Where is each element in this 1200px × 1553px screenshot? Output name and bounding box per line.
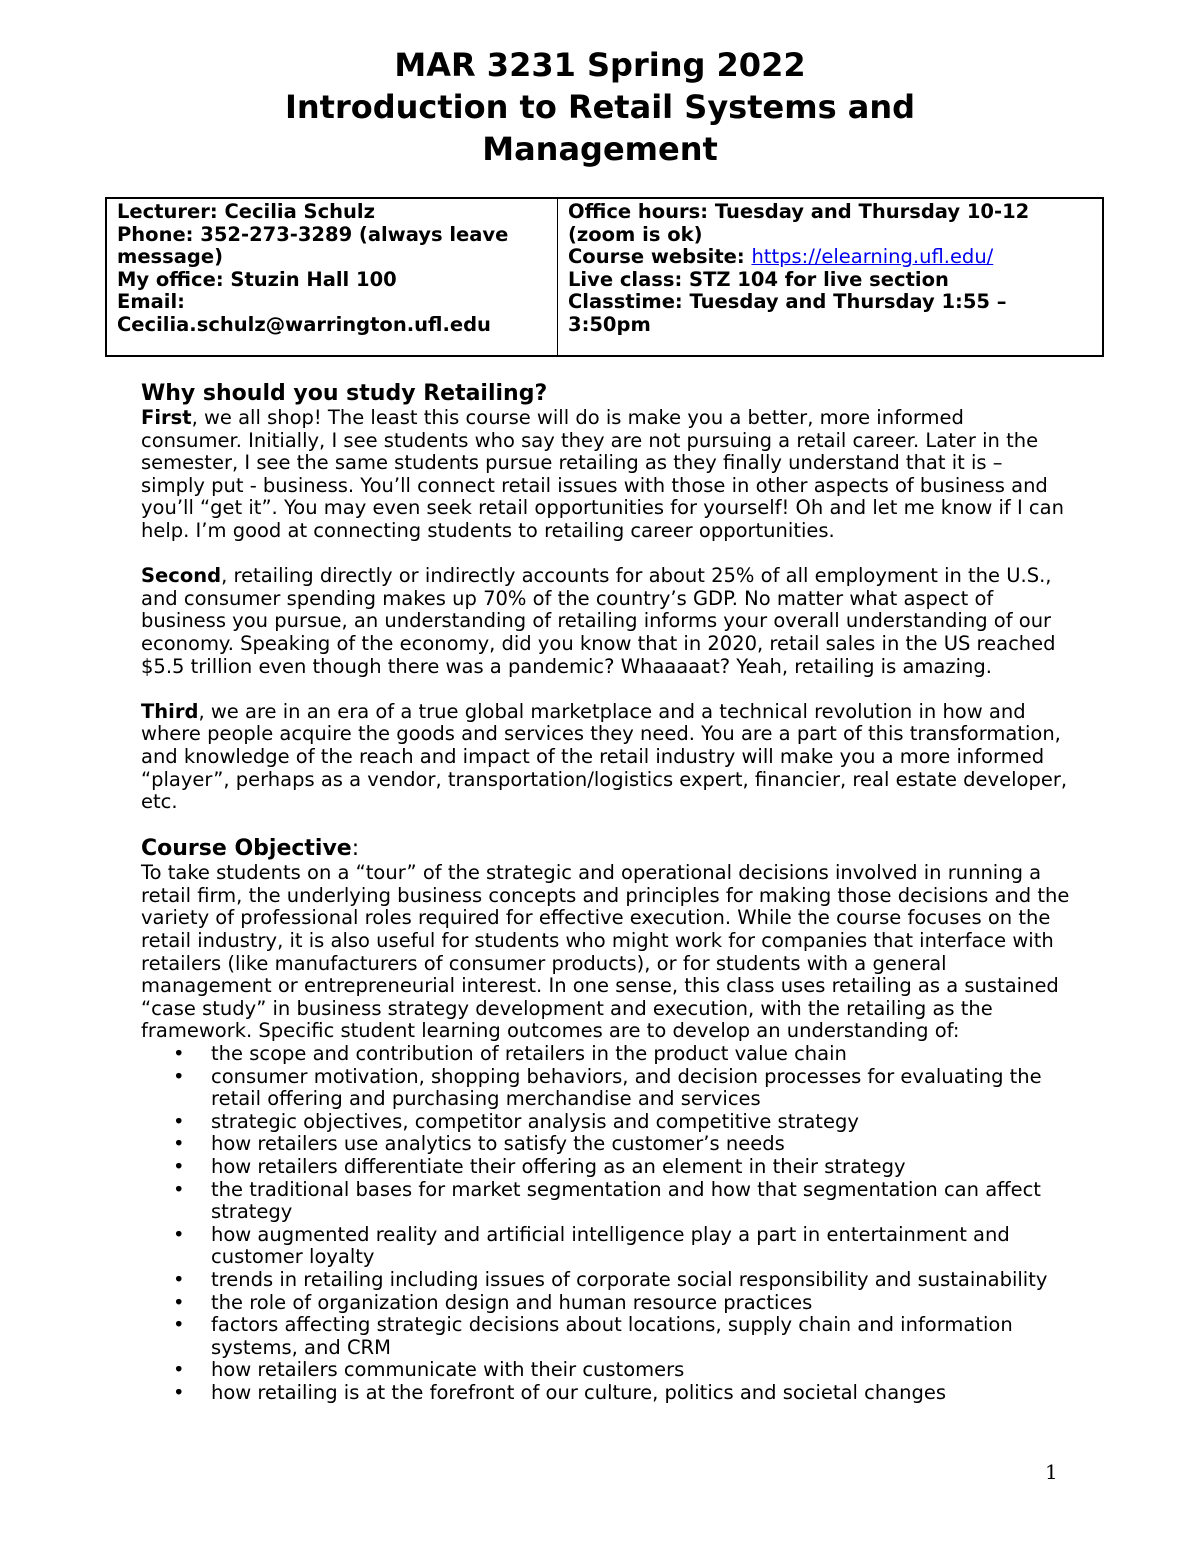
- bullet-icon: •: [173, 1109, 185, 1133]
- title-line-3: Management: [482, 130, 718, 168]
- list-item-text: how retailers communicate with their customers: [211, 1358, 685, 1382]
- list-item: [141, 1314, 1071, 1359]
- list-item-text: consumer motivation, shopping behaviors, and decision processes for evaluating the retail offering and purchasing merchandise and services: [211, 1064, 1042, 1111]
- list-item: [141, 1179, 1071, 1224]
- bullet-icon: •: [173, 1380, 185, 1404]
- page-number: 1: [1045, 1460, 1058, 1484]
- lecturer-line: Lecturer: Cecilia Schulz: [117, 200, 375, 223]
- why-first-paragraph: [141, 407, 1071, 543]
- list-item-text: strategic objectives, competitor analysis and competitive strategy: [211, 1109, 859, 1133]
- phone-line: Phone: 352-273-3289 (always leave: [117, 222, 509, 246]
- course-objective-text: To take students on a “tour” of the strategic and operational decisions involved in running a retail firm, the underlying business concepts and principles for making those decisions and the variety of professional roles required for effective execution. While the course focuses on the retail industry, it is also useful for students who might work for companies that interface with retailers (like manufacturers of consumer products), or for students with a general management or entrepreneurial interest. In one sense, this class uses retailing as a sustained “case study” in business strategy development and execution, with the retailing as the framework. Specific student learning outcomes are to develop an understanding of:: [141, 861, 1070, 1043]
- list-item: [141, 1066, 1071, 1111]
- first-lead: First: [141, 406, 192, 429]
- list-item: [141, 1292, 1071, 1315]
- why-second-paragraph: [141, 565, 1071, 678]
- third-lead: Third: [141, 699, 199, 723]
- list-item-text: how retailing is at the forefront of our culture, politics and societal changes: [211, 1380, 947, 1404]
- list-item: [141, 1043, 1071, 1066]
- list-item: [141, 1382, 1071, 1405]
- third-text: , we are in an era of a true global marketplace and a technical revolution in how and where people acquire the goods and services they need. You are a part of this transformation, and knowledge of the reach and impact of the retail industry will make you a more informed “player”, perhaps as a vendor, transportation/logistics expert, financier, real estate developer, etc.: [141, 699, 1068, 814]
- why-study-heading: Why should you study Retailing?: [141, 381, 548, 406]
- list-item: [141, 1224, 1071, 1269]
- second-text: , retailing directly or indirectly accounts for about 25% of all employment in the U.S., and consumer spending makes up 70% of the country’s GDP. No matter what aspect of business you pursue, an understanding of retailing informs your overall understanding of our economy. Speaking of the economy, did you know that in 2020, retail sales in the US reached $5.5 trillion even though there was a pandemic? Whaaaaat? Yeah, retailing is amazing.: [141, 564, 1056, 678]
- list-item: [141, 1269, 1071, 1292]
- instructor-info-cell: [107, 199, 558, 355]
- list-item: [141, 1133, 1071, 1156]
- live-class-line: Live class: STZ 104 for live section: [568, 267, 949, 291]
- list-item-text: how augmented reality and artificial intelligence play a part in entertainment and customer loyalty: [211, 1222, 1010, 1269]
- bullet-icon: •: [173, 1177, 185, 1201]
- classtime-line: Classtime: Tuesday and Thursday 1:55 –: [568, 290, 1007, 314]
- list-item: [141, 1111, 1071, 1134]
- email-address: Cecilia.schulz@warrington.ufl.edu: [117, 312, 491, 336]
- bullet-icon: •: [173, 1313, 185, 1337]
- bullet-icon: •: [173, 1042, 185, 1066]
- email-label: Email:: [117, 290, 185, 314]
- list-item-text: the role of organization design and human resource practices: [211, 1290, 813, 1314]
- bullet-icon: •: [173, 1267, 185, 1291]
- why-third-paragraph: [141, 701, 1071, 814]
- office-hours-note: (zoom is ok): [568, 222, 703, 246]
- schedule-info-cell: [558, 199, 1102, 355]
- list-item-text: how retailers differentiate their offering as an element in their strategy: [211, 1155, 906, 1178]
- phone-note-line: message): [117, 245, 224, 269]
- bullet-icon: •: [173, 1358, 185, 1382]
- course-objective-title: Course Objective: [141, 836, 352, 862]
- list-item-text: factors affecting strategic decisions about locations, supply chain and information systems, and CRM: [211, 1313, 1013, 1359]
- classtime-line-cont: 3:50pm: [568, 312, 651, 336]
- course-website-label: Course website:: [568, 245, 752, 269]
- second-lead: Second: [141, 564, 222, 588]
- course-website-line: [568, 246, 1092, 269]
- title-line-1: MAR 3231 Spring 2022: [394, 46, 806, 84]
- title-line-2: Introduction to Retail Systems and: [284, 88, 916, 126]
- office-line: My office: Stuzin Hall 100: [117, 267, 397, 291]
- course-objective-heading: [141, 836, 1071, 862]
- bullet-icon: •: [173, 1064, 185, 1088]
- list-item-text: the scope and contribution of retailers in the product value chain: [211, 1042, 847, 1066]
- list-item-text: the traditional bases for market segmentation and how that segmentation can affect strategy: [211, 1177, 1041, 1224]
- learning-outcomes-list: [141, 1043, 1071, 1405]
- list-item-text: trends in retailing including issues of corporate social responsibility and sustainability: [211, 1267, 1048, 1291]
- bullet-icon: •: [173, 1222, 185, 1246]
- list-item: [141, 1156, 1071, 1179]
- first-text: , we all shop! The least this course will do is make you a better, more informed consumer. Initially, I see students who say they are not pursuing a retail career. Later in the semester, I see the same students pursue retailing as they finally understand that it is – simply put - business. You’ll connect retail issues with those in other aspects of business and you’ll “get it”. You may even seek retail opportunities for yourself! Oh and let me know if I can help. I’m good at connecting students to retailing career opportunities.: [141, 406, 1064, 542]
- list-item-text: how retailers use analytics to satisfy the customer’s needs: [211, 1132, 785, 1156]
- main-content: [141, 381, 1071, 1405]
- course-website-link[interactable]: https://elearning.ufl.edu/: [751, 245, 994, 269]
- document-title: [100, 44, 1100, 170]
- office-hours-line: Office hours: Tuesday and Thursday 10-12: [568, 200, 1030, 223]
- bullet-icon: •: [173, 1155, 185, 1178]
- course-info-table: [105, 197, 1104, 357]
- bullet-icon: •: [173, 1132, 185, 1156]
- bullet-icon: •: [173, 1290, 185, 1314]
- list-item: [141, 1359, 1071, 1382]
- course-objective-colon: :: [351, 836, 360, 862]
